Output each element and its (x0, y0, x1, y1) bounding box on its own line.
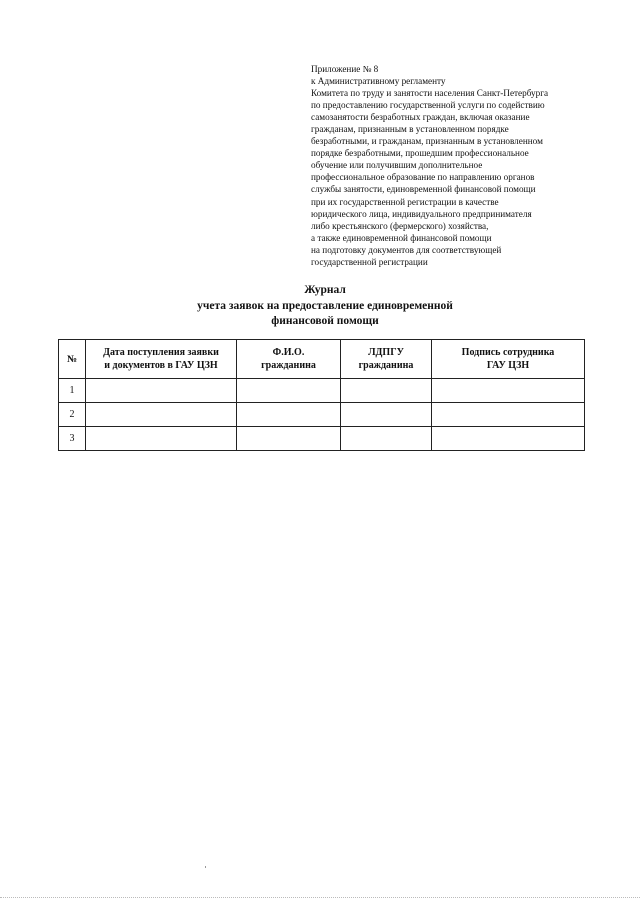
title-line: финансовой помощи (271, 315, 379, 327)
cell-fio (237, 403, 341, 427)
table-row (59, 379, 585, 403)
appendix-line: государственной регистрации (311, 256, 428, 267)
appendix-line: а также единовременной финансовой помощи (311, 232, 492, 243)
appendix-line: по предоставлению государственной услуги по содействию (311, 100, 545, 111)
appendix-line: обучение или получившим дополнительное (311, 160, 483, 171)
cell-number: 2 (59, 403, 86, 427)
appendix-line: гражданам, признанным в установленном порядке (311, 124, 509, 135)
appendix-line: к Административному регламенту (311, 76, 446, 87)
scan-bottom-edge (0, 897, 640, 898)
cell-signature (432, 427, 585, 451)
table-header-row (59, 340, 585, 379)
title-line: Журнал (304, 284, 346, 296)
appendix-line: безработными, и гражданам, признанным в установленном (311, 136, 543, 147)
scan-speck (205, 866, 206, 868)
cell-fio (237, 427, 341, 451)
appendix-line: самозанятости безработных граждан, включая оказание (311, 112, 530, 123)
title-line: учета заявок на предоставление единовременной (197, 299, 453, 312)
appendix-line: Приложение № 8 (311, 64, 379, 74)
appendix-line: профессиональное образование по направлению органов (311, 172, 535, 183)
header-ldpgu: ЛДПГУ гражданина (341, 340, 432, 379)
appendix-line: службы занятости, единовременной финансовой помощи (311, 184, 536, 195)
header-fio: Ф.И.О. гражданина (237, 340, 341, 379)
appendix-block (311, 63, 616, 268)
cell-date (86, 427, 237, 451)
cell-date (86, 403, 237, 427)
appendix-line: порядке безработными, прошедшим профессиональное (311, 148, 529, 159)
cell-signature (432, 403, 585, 427)
appendix-line: на подготовку документов для соответствующей (311, 244, 502, 255)
header-date: Дата поступления заявки и документов в ГАУ ЦЗН (86, 340, 237, 379)
appendix-line: либо крестьянского (фермерского) хозяйства, (311, 220, 489, 231)
cell-fio (237, 379, 341, 403)
cell-date (86, 379, 237, 403)
appendix-line: Комитета по труду и занятости населения Санкт-Петербурга (311, 88, 549, 99)
cell-signature (432, 379, 585, 403)
header-signature: Подпись сотрудника ГАУ ЦЗН (432, 340, 585, 379)
appendix-line: юридического лица, индивидуального предпринимателя (311, 208, 532, 219)
cell-ldpgu (341, 379, 432, 403)
table-row (59, 403, 585, 427)
table-row (59, 427, 585, 451)
document-title (150, 283, 500, 330)
cell-number: 3 (59, 427, 86, 451)
cell-number: 1 (59, 379, 86, 403)
cell-ldpgu (341, 427, 432, 451)
header-number: № (59, 340, 86, 379)
cell-ldpgu (341, 403, 432, 427)
appendix-line: при их государственной регистрации в качестве (311, 196, 499, 207)
journal-table (58, 339, 585, 451)
